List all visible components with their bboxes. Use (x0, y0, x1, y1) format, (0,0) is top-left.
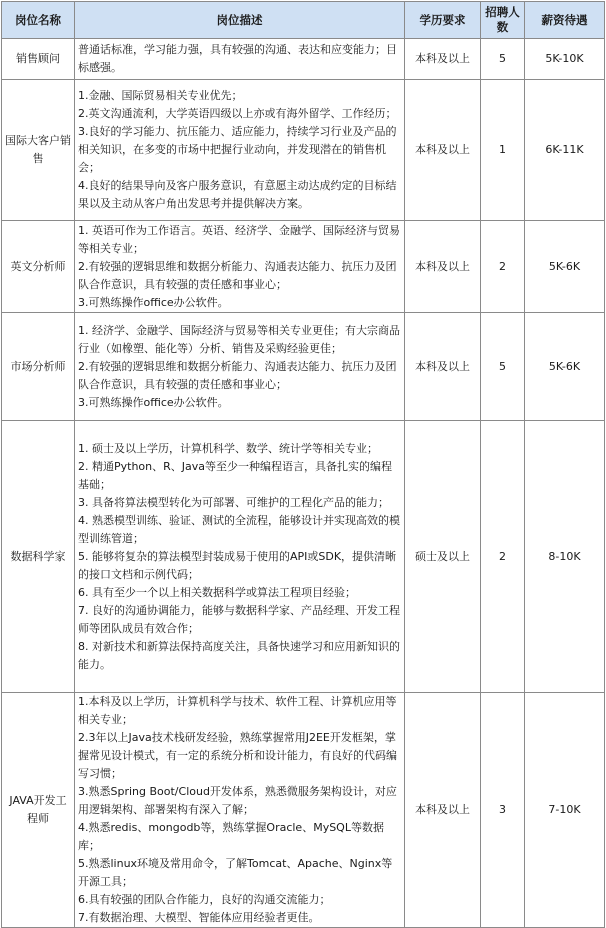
headcount-cell: 2 (481, 421, 525, 693)
description-line: 7.有数据治理、大模型、智能体应用经验者更佳。 (78, 911, 320, 924)
description-line: 3. 具备将算法模型转化为可部署、可维护的工程化产品的能力； (78, 495, 389, 509)
salary-cell: 8-10K (525, 421, 605, 693)
description-line: 2.英文沟通流利，大学英语四级以上亦或有海外留学、工作经历； (78, 107, 397, 120)
table-row (2, 39, 605, 80)
description-line: 3.可熟练操作office办公软件。 (78, 295, 229, 309)
headcount-cell: 5 (481, 313, 525, 421)
description-cell (75, 39, 405, 80)
table-row (2, 421, 605, 693)
education-cell: 本科及以上 (405, 80, 481, 221)
description-line: 4.良好的结果导向及客户服务意识，有意愿主动达成约定的目标结果以及主动从客户角出发思考并提供解决方案。 (78, 179, 397, 210)
position-cell: 国际大客户销售 (2, 80, 75, 221)
position-cell: 销售顾问 (2, 39, 75, 80)
description-cell (75, 80, 405, 221)
position-cell: 数据科学家 (2, 421, 75, 693)
job-listings-table (1, 1, 605, 928)
position-cell: JAVA开发工程师 (2, 693, 75, 928)
headcount-cell: 1 (481, 80, 525, 221)
description-line: 1. 英语可作为工作语言。英语、经济学、金融学、国际经济与贸易等相关专业； (78, 223, 400, 255)
description-line: 6. 具有至少一个以上相关数据科学或算法工程项目经验； (78, 585, 356, 599)
description-cell (75, 421, 405, 693)
position-cell: 英文分析师 (2, 221, 75, 313)
table-row (2, 693, 605, 928)
education-cell: 本科及以上 (405, 693, 481, 928)
headcount-cell: 5 (481, 39, 525, 80)
salary-cell: 5K-6K (525, 221, 605, 313)
description-line: 1. 经济学、金融学、国际经济与贸易等相关专业更佳；有大宗商品行业（如橡塑、能化等）分析、销售及采购经验更佳； (78, 323, 400, 355)
position-cell: 市场分析师 (2, 313, 75, 421)
salary-cell: 7-10K (525, 693, 605, 928)
description-line: 2.3年以上Java技术栈研发经验，熟练掌握常用J2EE开发框架，掌握常见设计模式，有一定的系统分析和设计能力，有良好的代码编写习惯； (78, 731, 397, 780)
description-line: 1. 硕士及以上学历，计算机科学、数学、统计学等相关专业； (78, 441, 378, 455)
description-line: 7. 良好的沟通协调能力，能够与数据科学家、产品经理、开发工程师等团队成员有效合作； (78, 603, 400, 635)
education-cell: 硕士及以上 (405, 421, 481, 693)
description-line: 4. 熟悉模型训练、验证、测试的全流程，能够设计并实现高效的模型训练管道； (78, 513, 400, 545)
description-line: 3.良好的学习能力、抗压能力、适应能力，持续学习行业及产品的相关知识，在多变的市场中把握行业动向，并发现潜在的销售机会； (78, 125, 397, 174)
description-line: 4.熟悉redis、mongodb等，熟练掌握Oracle、MySQL等数据库； (78, 821, 384, 852)
header-row (2, 2, 605, 39)
header-headcount: 招聘人数 (481, 2, 525, 39)
table-row (2, 313, 605, 421)
description-line: 3.熟悉Spring Boot/Cloud开发体系，熟悉微服务架构设计，对应用逻辑架构、部署架构有深入了解； (78, 785, 397, 816)
description-line: 普通话标准，学习能力强，具有较强的沟通、表达和应变能力；目标感强。 (78, 43, 397, 74)
table-row (2, 80, 605, 221)
headcount-cell: 3 (481, 693, 525, 928)
header-salary: 薪资待遇 (525, 2, 605, 39)
table-row (2, 221, 605, 313)
description-line: 1.本科及以上学历，计算机科学与技术、软件工程、计算机应用等相关专业； (78, 695, 397, 726)
description-cell (75, 221, 405, 313)
education-cell: 本科及以上 (405, 221, 481, 313)
description-cell (75, 313, 405, 421)
education-cell: 本科及以上 (405, 39, 481, 80)
education-cell: 本科及以上 (405, 313, 481, 421)
salary-cell: 5K-6K (525, 313, 605, 421)
description-cell (75, 693, 405, 928)
job-rows (2, 39, 605, 928)
header-education: 学历要求 (405, 2, 481, 39)
headcount-cell: 2 (481, 221, 525, 313)
description-line: 2. 精通Python、R、Java等至少一种编程语言，具备扎实的编程基础； (78, 459, 392, 491)
salary-cell: 5K-10K (525, 39, 605, 80)
header-description: 岗位描述 (75, 2, 405, 39)
salary-cell: 6K-11K (525, 80, 605, 221)
description-line: 2.有较强的逻辑思维和数据分析能力、沟通表达能力、抗压力及团队合作意识，具有较强的责任感和事业心； (78, 259, 397, 291)
description-line: 1.金融、国际贸易相关专业优先； (78, 89, 243, 102)
description-line: 5. 能够将复杂的算法模型封装成易于使用的API或SDK，提供清晰的接口文档和示例代码； (78, 549, 397, 581)
header-position: 岗位名称 (2, 2, 75, 39)
description-line: 2.有较强的逻辑思维和数据分析能力、沟通表达能力、抗压力及团队合作意识，具有较强的责任感和事业心； (78, 359, 397, 391)
description-line: 8. 对新技术和新算法保持高度关注，具备快速学习和应用新知识的能力。 (78, 639, 400, 671)
description-line: 3.可熟练操作office办公软件。 (78, 395, 229, 409)
description-line: 6.具有较强的团队合作能力，良好的沟通交流能力； (78, 893, 331, 906)
description-line: 5.熟悉linux环境及常用命令，了解Tomcat、Apache、Nginx等开源工具； (78, 857, 393, 888)
